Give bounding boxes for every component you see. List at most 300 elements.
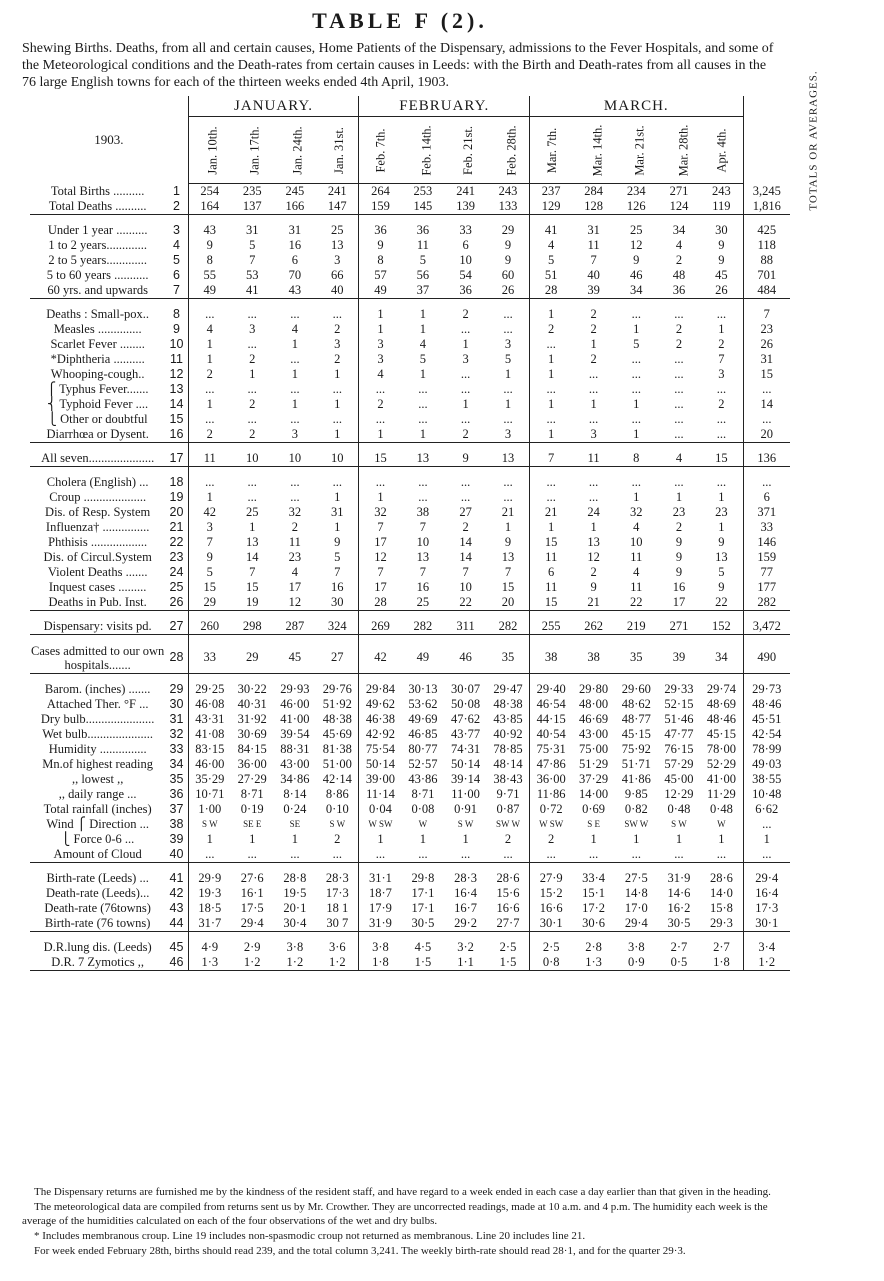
table-cell: 298 bbox=[231, 619, 274, 635]
table-row bbox=[30, 802, 790, 817]
table-cell: ... bbox=[615, 847, 658, 863]
row-label: ,, daily range ... bbox=[58, 786, 137, 801]
table-cell: 1·3 bbox=[572, 955, 615, 971]
table-cell: 6 bbox=[530, 565, 573, 580]
table-cell: 17·2 bbox=[582, 900, 606, 915]
table-row bbox=[30, 505, 790, 520]
table-cell: 2 bbox=[462, 307, 469, 321]
table-cell: 29·47 bbox=[493, 681, 523, 696]
row-number: 39 bbox=[169, 831, 184, 846]
total-cell: 177 bbox=[743, 580, 790, 595]
row-label: Barom. (inches) ....... bbox=[44, 681, 151, 696]
total-cell: 88 bbox=[743, 253, 790, 268]
table-cell: 9 bbox=[675, 535, 683, 549]
row-label: Violent Deaths ....... bbox=[47, 565, 148, 579]
table-cell: ... bbox=[716, 307, 727, 321]
table-cell: 271 bbox=[669, 184, 689, 198]
row-label: Birth-rate (Leeds) ... bbox=[46, 870, 149, 885]
total-cell: 78·99 bbox=[743, 742, 790, 757]
table-cell: 18·7 bbox=[359, 886, 402, 901]
table-cell: 9 bbox=[504, 253, 512, 267]
table-cell: 1 bbox=[291, 337, 298, 351]
total-cell: 3,472 bbox=[743, 619, 790, 635]
table-row bbox=[30, 832, 790, 847]
table-cell: 28 bbox=[359, 595, 402, 611]
table-cell: 10·71 bbox=[188, 787, 231, 802]
section-gap bbox=[30, 467, 790, 476]
table-cell: ... bbox=[188, 307, 231, 322]
row-number: 37 bbox=[169, 801, 184, 816]
row-label: Deaths : Small-pox.. bbox=[46, 307, 150, 321]
table-cell: 41·08 bbox=[188, 727, 231, 742]
table-cell: 31·9 bbox=[359, 916, 402, 932]
table-cell: ... bbox=[503, 490, 513, 504]
table-cell: 4·5 bbox=[414, 939, 432, 954]
table-cell: 7 bbox=[249, 253, 256, 267]
table-row bbox=[30, 451, 790, 467]
table-cell: 282 bbox=[487, 619, 530, 635]
table-cell: ... bbox=[503, 412, 513, 426]
table-cell: 17 bbox=[288, 580, 302, 594]
table-cell: 52·57 bbox=[408, 756, 438, 771]
table-cell: ... bbox=[572, 847, 615, 863]
total-cell: 6 bbox=[743, 490, 790, 505]
row-label: Attached Ther. °F ... bbox=[46, 696, 149, 711]
table-cell: 10 bbox=[416, 535, 430, 549]
row-label: *Diphtheria .......... bbox=[50, 352, 145, 366]
table-cell: 3 bbox=[572, 427, 615, 443]
table-cell: 42·14 bbox=[322, 771, 352, 786]
column-heading: Mar. 14th. bbox=[572, 117, 615, 184]
table-cell: 137 bbox=[231, 199, 274, 215]
table-cell: 0·82 bbox=[624, 801, 648, 816]
total-cell: 1,816 bbox=[743, 199, 790, 215]
table-cell: 4 bbox=[633, 520, 640, 534]
table-cell: 1 bbox=[530, 307, 573, 322]
table-cell: 38 bbox=[416, 505, 430, 519]
table-cell: 30·22 bbox=[237, 681, 267, 696]
table-row bbox=[30, 697, 790, 712]
table-cell: 29 bbox=[501, 223, 515, 237]
row-label: 1 to 2 years............. bbox=[48, 238, 147, 252]
table-cell: 28 bbox=[530, 283, 573, 299]
table-cell: 243 bbox=[712, 184, 731, 198]
table-cell: 152 bbox=[700, 619, 743, 635]
section-gap bbox=[30, 443, 790, 452]
table-cell: 41 bbox=[231, 283, 274, 299]
table-cell: 19·3 bbox=[188, 886, 231, 901]
table-cell: ... bbox=[588, 412, 599, 426]
table-cell: 14 bbox=[245, 550, 259, 564]
table-cell: 260 bbox=[188, 619, 231, 635]
row-number: 11 bbox=[170, 352, 183, 366]
row-number: 24 bbox=[169, 565, 184, 579]
table-cell: ... bbox=[700, 427, 743, 443]
table-cell: 27·5 bbox=[624, 870, 648, 885]
table-cell: 17 bbox=[359, 535, 402, 550]
row-number: 34 bbox=[169, 756, 184, 771]
table-cell: 4 bbox=[633, 565, 640, 579]
table-cell: ... bbox=[274, 847, 317, 863]
table-cell: 124 bbox=[658, 199, 701, 215]
table-cell: 80·77 bbox=[408, 741, 438, 756]
row-label: Influenza† ............... bbox=[45, 520, 150, 534]
table-cell: 51 bbox=[530, 268, 573, 283]
row-number: 29 bbox=[169, 681, 184, 696]
table-cell: 34 bbox=[615, 283, 658, 299]
row-label: Measles .............. bbox=[53, 322, 142, 336]
footnotes bbox=[22, 1185, 792, 1259]
table-cell: 10 bbox=[316, 451, 359, 467]
table-cell: 1·1 bbox=[444, 955, 487, 971]
year-heading: 1903. bbox=[94, 132, 124, 148]
table-cell: 241 bbox=[456, 184, 475, 198]
table-cell: 38 bbox=[530, 643, 573, 673]
table-cell: 5 bbox=[419, 253, 427, 267]
table-cell: 54 bbox=[459, 268, 472, 282]
total-cell: 77 bbox=[743, 565, 790, 580]
table-cell: 17 bbox=[359, 580, 402, 595]
row-label: Deaths in Pub. Inst. bbox=[30, 595, 165, 611]
table-cell: 1 bbox=[504, 397, 512, 411]
table-row bbox=[30, 772, 790, 787]
table-cell: 11·29 bbox=[707, 786, 736, 801]
table-cell: 2 bbox=[504, 831, 512, 846]
table-cell: 81·38 bbox=[322, 741, 352, 756]
row-number: 4 bbox=[173, 238, 180, 252]
table-cell: 10 bbox=[274, 451, 317, 467]
table-cell: 3 bbox=[487, 427, 530, 443]
table-cell: ... bbox=[700, 847, 743, 863]
table-cell: 20·1 bbox=[283, 900, 307, 915]
total-cell: 3,245 bbox=[743, 184, 790, 200]
section-gap bbox=[30, 215, 790, 224]
table-cell: 22 bbox=[700, 595, 743, 611]
table-cell: 75·54 bbox=[359, 742, 402, 757]
table-cell: 46·69 bbox=[579, 711, 609, 726]
table-cell: 23 bbox=[672, 505, 686, 519]
table-cell: ... bbox=[188, 475, 231, 490]
table-cell: 55 bbox=[188, 268, 231, 283]
table-cell: 1 bbox=[419, 367, 427, 381]
table-cell: 17·5 bbox=[240, 900, 264, 915]
table-row bbox=[30, 382, 790, 397]
table-cell: 164 bbox=[188, 199, 231, 215]
table-cell: 1 bbox=[590, 831, 597, 846]
row-number: 42 bbox=[169, 885, 184, 900]
table-cell: 4 bbox=[530, 238, 573, 253]
table-cell: ... bbox=[487, 847, 530, 863]
table-cell: 255 bbox=[530, 619, 573, 635]
table-cell: 1·5 bbox=[487, 955, 530, 971]
table-cell: 1·2 bbox=[231, 955, 274, 971]
table-cell: ... bbox=[231, 847, 274, 863]
total-cell: 42·54 bbox=[743, 727, 790, 742]
table-cell: 30·5 bbox=[658, 916, 701, 932]
table-cell: 38 bbox=[572, 643, 615, 673]
table-cell: 3 bbox=[359, 352, 402, 367]
table-row bbox=[30, 307, 790, 322]
table-cell: 57 bbox=[359, 268, 402, 283]
table-cell: 66 bbox=[331, 268, 344, 282]
table-cell: 8·14 bbox=[283, 786, 307, 801]
table-cell: 31 bbox=[245, 223, 259, 237]
table-cell: ... bbox=[460, 475, 471, 489]
table-cell: 31·92 bbox=[237, 711, 267, 726]
table-cell: 47·86 bbox=[530, 757, 573, 772]
table-cell: ... bbox=[332, 412, 342, 426]
table-cell: 60 bbox=[501, 268, 515, 282]
table-cell: 5 bbox=[633, 337, 640, 351]
table-cell: 2 bbox=[530, 832, 573, 847]
table-cell: 2 bbox=[675, 253, 683, 267]
row-number: 21 bbox=[169, 520, 184, 534]
table-cell: 7 bbox=[419, 520, 427, 534]
column-heading: Mar. 7th. bbox=[530, 117, 573, 184]
table-cell: 0·72 bbox=[530, 802, 573, 817]
table-cell: 45 bbox=[715, 268, 728, 282]
column-heading: Mar. 28th. bbox=[658, 117, 701, 184]
table-cell: 51·29 bbox=[579, 756, 609, 771]
row-number: 14 bbox=[169, 397, 184, 411]
table-row bbox=[30, 475, 790, 490]
table-cell: 1 bbox=[249, 367, 256, 381]
table-cell: 2·5 bbox=[530, 940, 573, 955]
table-cell: 5 bbox=[504, 352, 512, 366]
table-cell: ... bbox=[588, 490, 599, 504]
table-row bbox=[30, 238, 790, 253]
table-cell: ... bbox=[530, 847, 573, 863]
table-cell: 17·9 bbox=[359, 901, 402, 916]
table-row bbox=[30, 199, 790, 215]
table-cell: 2 bbox=[462, 520, 469, 534]
table-cell: 4 bbox=[291, 322, 298, 336]
table-cell: 9 bbox=[718, 253, 725, 267]
table-cell: 45·15 bbox=[706, 726, 736, 741]
row-label: Cases admitted to our own hospitals....... bbox=[30, 643, 165, 672]
table-row bbox=[30, 223, 790, 238]
table-cell: 1 bbox=[615, 427, 658, 443]
row-label: Scarlet Fever ........ bbox=[50, 337, 145, 351]
table-cell: 46·00 bbox=[280, 696, 310, 711]
section-gap bbox=[30, 862, 790, 871]
table-cell: 1 bbox=[675, 831, 683, 846]
table-cell: 49·69 bbox=[408, 711, 438, 726]
table-cell: 15 bbox=[359, 451, 402, 467]
table-cell: 13 bbox=[715, 550, 728, 564]
row-number: 26 bbox=[165, 595, 188, 611]
table-cell: ... bbox=[631, 412, 641, 426]
table-cell: 1 bbox=[633, 322, 640, 336]
table-cell: 23 bbox=[715, 505, 728, 519]
table-row bbox=[30, 955, 790, 971]
table-cell: S W bbox=[671, 818, 687, 829]
table-cell: 36 bbox=[444, 283, 487, 299]
table-cell: 2 bbox=[590, 322, 597, 336]
footnote-dispensary: The Dispensary returns are furnished me by the kindness of the resident staff, and have regard to a week ended in each case a day earlier than that given in the heading. bbox=[34, 1186, 771, 1198]
table-cell: SE E bbox=[243, 818, 262, 829]
table-cell: ... bbox=[460, 490, 471, 504]
table-cell: 27 bbox=[459, 505, 472, 519]
column-heading: Feb. 14th. bbox=[402, 117, 445, 184]
table-cell: ... bbox=[530, 337, 573, 352]
table-cell: 11 bbox=[530, 550, 573, 565]
table-row bbox=[30, 520, 790, 535]
table-cell: 9 bbox=[504, 238, 512, 252]
table-cell: 29·4 bbox=[615, 916, 658, 932]
table-cell: 31 bbox=[288, 223, 302, 237]
table-cell: 159 bbox=[359, 199, 402, 215]
total-cell: 1 bbox=[743, 832, 790, 847]
table-row bbox=[30, 580, 790, 595]
table-cell: 49·62 bbox=[359, 697, 402, 712]
table-cell: ... bbox=[460, 367, 471, 381]
total-cell: 45·51 bbox=[743, 712, 790, 727]
table-cell: ... bbox=[332, 475, 342, 489]
section-gap bbox=[30, 299, 790, 308]
table-cell: 3 bbox=[504, 337, 512, 351]
footnote-correction: For week ended February 28th, births should read 239, and the total column 3,241. The weekly birth-rate should read 28·1, and for the quarter 29·3. bbox=[34, 1245, 686, 1257]
row-number: 44 bbox=[165, 916, 188, 932]
table-cell: 29·93 bbox=[280, 681, 310, 696]
column-heading: Mar. 21st. bbox=[615, 117, 658, 184]
table-title: TABLE F (2). bbox=[312, 8, 488, 33]
table-cell: 1 bbox=[633, 831, 640, 846]
table-cell: 40·54 bbox=[530, 727, 573, 742]
table-cell: 25 bbox=[630, 223, 643, 237]
row-number: 3 bbox=[173, 223, 180, 237]
table-cell: 2 bbox=[590, 307, 597, 321]
table-cell: 2 bbox=[334, 831, 341, 846]
table-cell: 51·71 bbox=[621, 756, 651, 771]
table-cell: 3 bbox=[274, 427, 317, 443]
table-cell: 50·08 bbox=[450, 696, 481, 711]
row-number: 6 bbox=[173, 268, 180, 282]
column-heading: Feb. 7th. bbox=[359, 117, 402, 184]
table-cell: ... bbox=[503, 382, 513, 396]
row-label: Dis. of Circul.System bbox=[43, 550, 152, 564]
row-number: 17 bbox=[165, 451, 188, 467]
total-cell: 1·2 bbox=[743, 955, 790, 971]
table-cell: 1 bbox=[359, 322, 402, 337]
table-cell: 29·76 bbox=[322, 681, 352, 696]
table-cell: ... bbox=[530, 475, 573, 490]
table-cell: 7 bbox=[188, 535, 231, 550]
table-cell: ... bbox=[631, 367, 641, 381]
table-cell: 30·1 bbox=[530, 916, 573, 932]
table-cell: 11 bbox=[630, 550, 643, 564]
table-cell: 18·5 bbox=[188, 901, 231, 916]
table-cell: 287 bbox=[274, 619, 317, 635]
row-label: ⎨ Typhoid Fever .... bbox=[47, 397, 149, 411]
column-heading: Feb. 28th. bbox=[487, 117, 530, 184]
table-cell: 1 bbox=[419, 322, 427, 336]
total-cell: 7 bbox=[743, 307, 790, 322]
table-cell: 10 bbox=[231, 451, 274, 467]
table-cell: 17·1 bbox=[411, 900, 435, 915]
table-cell: 1 bbox=[291, 367, 298, 381]
table-cell: 26 bbox=[487, 283, 530, 299]
table-cell: ... bbox=[503, 475, 513, 489]
table-cell: 1 bbox=[530, 367, 573, 382]
table-cell: 49 bbox=[402, 643, 445, 673]
table-cell: 29 bbox=[231, 643, 274, 673]
table-cell: 46·54 bbox=[530, 697, 573, 712]
row-number: 18 bbox=[169, 475, 184, 489]
table-cell: 4 bbox=[188, 322, 231, 337]
table-cell: 34·86 bbox=[280, 771, 310, 786]
table-cell: 2 bbox=[188, 367, 231, 382]
table-cell: 40 bbox=[316, 283, 359, 299]
table-cell: 47·62 bbox=[450, 711, 481, 726]
table-cell: 1 bbox=[334, 520, 341, 534]
table-cell: S E bbox=[587, 818, 600, 829]
table-cell: ... bbox=[290, 352, 300, 366]
table-cell: 9 bbox=[675, 550, 683, 564]
table-cell: 7 bbox=[359, 520, 402, 535]
table-cell: 1 bbox=[462, 831, 469, 846]
table-cell: 11·00 bbox=[451, 786, 480, 801]
row-label: Dispensary: visits pd. bbox=[30, 619, 165, 635]
total-cell: ... bbox=[743, 382, 790, 397]
table-cell: 21 bbox=[572, 595, 615, 611]
row-number: 32 bbox=[169, 726, 184, 741]
table-row bbox=[30, 550, 790, 565]
row-label: Whooping-cough.. bbox=[50, 367, 145, 381]
table-cell: ... bbox=[460, 412, 471, 426]
table-cell: 34 bbox=[700, 643, 743, 673]
column-heading: Jan. 31st. bbox=[316, 117, 359, 184]
table-row bbox=[30, 619, 790, 635]
table-cell: 13 bbox=[331, 238, 344, 252]
table-cell: W SW bbox=[359, 817, 402, 832]
table-cell: ... bbox=[674, 382, 684, 396]
table-cell: 9 bbox=[188, 550, 231, 565]
table-cell: 17·1 bbox=[411, 885, 435, 900]
table-cell: 1 bbox=[188, 397, 231, 412]
table-cell: ... bbox=[674, 367, 684, 381]
table-cell: 41 bbox=[530, 223, 573, 238]
table-cell: 17·0 bbox=[624, 900, 648, 915]
table-row bbox=[30, 595, 790, 611]
total-cell: 26 bbox=[743, 337, 790, 352]
row-label: Under 1 year .......... bbox=[47, 223, 148, 237]
table-cell: 33·4 bbox=[582, 870, 606, 885]
table-cell: 14·8 bbox=[624, 885, 648, 900]
table-cell: 1 bbox=[530, 520, 573, 535]
table-cell: ... bbox=[359, 382, 402, 397]
table-cell: 5 bbox=[718, 565, 725, 579]
table-cell: 49 bbox=[188, 283, 231, 299]
table-cell: 15 bbox=[188, 580, 231, 595]
row-number: 9 bbox=[173, 322, 180, 336]
table-cell: 6 bbox=[291, 253, 298, 267]
table-cell: 51·92 bbox=[322, 696, 352, 711]
table-cell: 17·3 bbox=[325, 885, 349, 900]
table-cell: 48·00 bbox=[579, 696, 609, 711]
table-cell: 30·4 bbox=[274, 916, 317, 932]
row-number: 36 bbox=[169, 786, 184, 801]
table-cell: 128 bbox=[572, 199, 615, 215]
table-cell: 5 bbox=[530, 253, 573, 268]
table-cell: ... bbox=[316, 847, 359, 863]
total-cell: 16·4 bbox=[743, 886, 790, 901]
table-cell: 78·00 bbox=[706, 741, 736, 756]
row-number: 43 bbox=[169, 900, 184, 915]
table-cell: 2 bbox=[675, 322, 683, 336]
table-cell: 46·38 bbox=[359, 712, 402, 727]
table-cell: 1 bbox=[718, 490, 725, 504]
